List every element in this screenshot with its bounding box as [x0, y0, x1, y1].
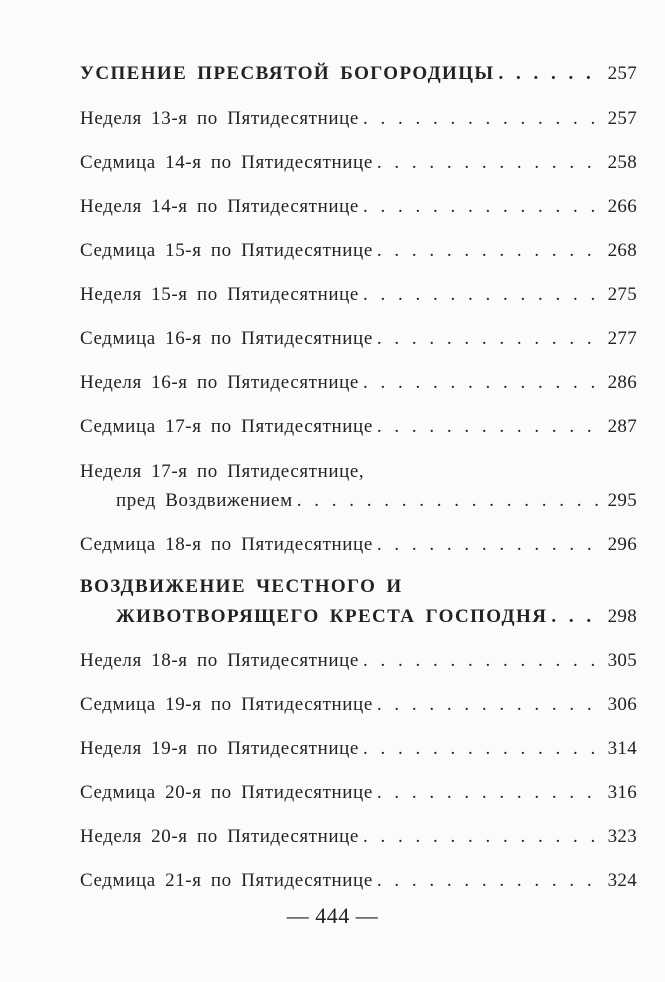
toc-entry-title-line2: пред Воздвижением [116, 490, 293, 511]
toc-entry-title: Седмица 19-я по Пятидесятнице [80, 694, 373, 715]
toc-entry-title: Седмица 18-я по Пятидесятнице [80, 534, 373, 555]
toc-entry [80, 152, 637, 174]
dot-leader [551, 606, 603, 628]
dot-leader [377, 328, 604, 350]
page-number-footer: — 444 — [286, 903, 379, 928]
toc-entry [80, 826, 637, 848]
toc-entry-page: 323 [607, 826, 637, 847]
toc-entry-title: Неделя 20-я по Пятидесятнице [80, 826, 359, 847]
toc-entry-title: Неделя 15-я по Пятидесятнице [80, 284, 359, 305]
toc-entry-page: 316 [607, 782, 637, 803]
toc-entry [80, 108, 637, 130]
toc-entry-page: 266 [607, 196, 637, 217]
dot-leader [377, 416, 604, 438]
toc-entry-title: Седмица 21-я по Пятидесятнице [80, 870, 373, 891]
toc-entry [80, 196, 637, 218]
toc-entry [80, 694, 637, 716]
dot-leader [363, 284, 604, 306]
dot-leader [363, 108, 604, 130]
toc-entry-page: 295 [607, 490, 637, 511]
toc-entry-page: 286 [607, 372, 637, 393]
toc-entry-heading-line1: ВОЗДВИЖЕНИЕ ЧЕСТНОГО И [80, 576, 403, 597]
toc-entry-title: Неделя 16-я по Пятидесятнице [80, 372, 359, 393]
toc-entry-page: 257 [607, 108, 637, 129]
dot-leader [363, 372, 604, 394]
toc-entry-title-line2: ЖИВОТВОРЯЩЕГО КРЕСТА ГОСПОДНЯ [116, 606, 548, 627]
dot-leader [377, 694, 604, 716]
toc-entry-title: Неделя 18-я по Пятидесятнице [80, 650, 359, 671]
toc-entry-title: Неделя 13-я по Пятидесятнице [80, 108, 359, 129]
toc-entry [80, 284, 637, 306]
toc-entry-page: 306 [607, 694, 637, 715]
toc-entry [80, 738, 637, 760]
dot-leader [377, 782, 604, 804]
dot-leader [363, 826, 604, 848]
dot-leader [297, 490, 604, 512]
toc-entry-page: 298 [607, 606, 637, 627]
toc-entry-page: 275 [607, 284, 637, 305]
dot-leader [377, 534, 604, 556]
toc-entry-title-line1: Неделя 17-я по Пятидесятнице, [80, 461, 365, 482]
toc-entry-page: 324 [607, 870, 637, 891]
toc-entry-page: 287 [607, 416, 637, 437]
toc-entry-page: 258 [607, 152, 637, 173]
toc-entry [80, 534, 637, 556]
toc-entry-heading [116, 606, 637, 628]
toc-entry [116, 490, 637, 512]
toc-entry [80, 372, 637, 394]
toc-entry-title: Седмица 16-я по Пятидесятнице [80, 328, 373, 349]
dot-leader [377, 152, 604, 174]
dot-leader [498, 63, 603, 85]
toc-entry-page: 257 [607, 63, 637, 84]
dot-leader [363, 738, 604, 760]
toc-entry [80, 650, 637, 672]
dot-leader [377, 240, 604, 262]
dot-leader [363, 650, 604, 672]
toc-entry [80, 782, 637, 804]
toc-entry-heading [80, 63, 637, 85]
toc-entry-title: Седмица 20-я по Пятидесятнице [80, 782, 373, 803]
toc-entry [80, 870, 637, 892]
toc-entry-page: 305 [607, 650, 637, 671]
toc-entry-page: 268 [607, 240, 637, 261]
toc-entry-title: УСПЕНИЕ ПРЕСВЯТОЙ БОГОРОДИЦЫ [80, 63, 495, 84]
toc-entry [80, 416, 637, 438]
toc-entry-title: Неделя 14-я по Пятидесятнице [80, 196, 359, 217]
toc-entry-title: Седмица 14-я по Пятидесятнице [80, 152, 373, 173]
dot-leader [377, 870, 604, 892]
toc-entry-title: Седмица 15-я по Пятидесятнице [80, 240, 373, 261]
toc-entry-title: Неделя 19-я по Пятидесятнице [80, 738, 359, 759]
toc-entry-page: 314 [607, 738, 637, 759]
toc-entry [80, 240, 637, 262]
toc-entry [80, 328, 637, 350]
toc-entry-page: 296 [607, 534, 637, 555]
toc-entry-title: Седмица 17-я по Пятидесятнице [80, 416, 373, 437]
toc-entry-page: 277 [607, 328, 637, 349]
dot-leader [363, 196, 604, 218]
